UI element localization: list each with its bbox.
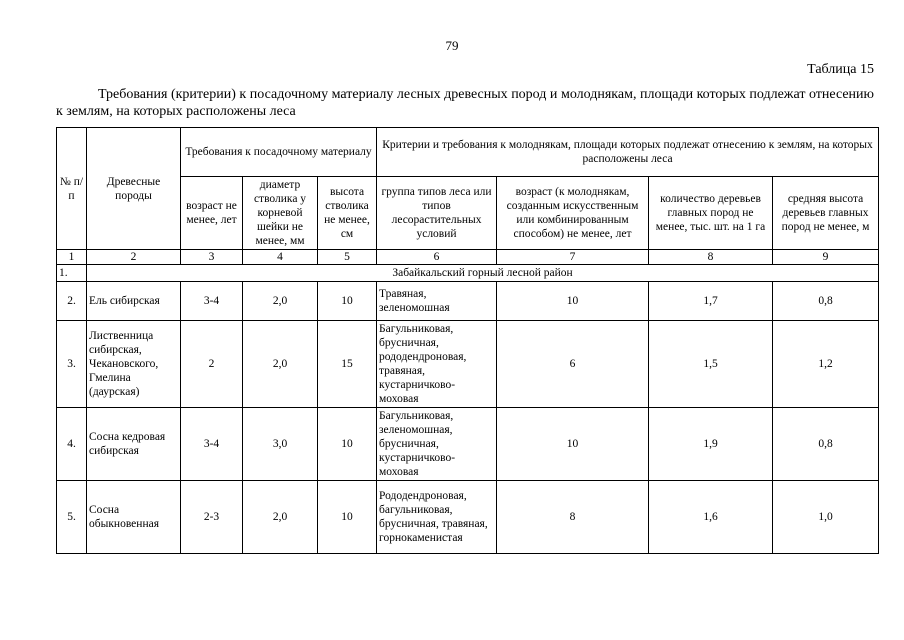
diameter-cell: 2,0 <box>243 481 318 554</box>
header-number: № п/п <box>57 128 87 250</box>
header-planting-material: Требования к посадочному материалу <box>181 128 377 177</box>
species-cell: Лиственница сибирская, Чекановского, Гмелина (даурская) <box>87 321 181 408</box>
age-cell: 3-4 <box>181 282 243 321</box>
age-cell: 2-3 <box>181 481 243 554</box>
document-title: Требования (критерии) к посадочному материалу лесных древесных пород и молоднякам, площади которых подлежат отнесению к землям, на которых расположены леса <box>56 87 874 119</box>
height-cell: 15 <box>318 321 377 408</box>
header-young-stands: Критерии и требования к молоднякам, площади которых подлежат отнесению к землям, на которых расположены леса <box>377 128 879 177</box>
tree-count-cell: 1,5 <box>649 321 773 408</box>
row-number: 2. <box>57 282 87 321</box>
header-young-age: возраст (к молоднякам, созданным искусственным или комбинированным способом) не менее, лет <box>497 177 649 250</box>
column-number: 8 <box>649 250 773 265</box>
height-cell: 10 <box>318 481 377 554</box>
requirements-table <box>56 127 879 554</box>
column-number: 9 <box>773 250 879 265</box>
column-numbers-row <box>57 250 879 265</box>
header-height: высота стволика не менее, см <box>318 177 377 250</box>
column-number: 6 <box>377 250 497 265</box>
species-cell: Сосна кедровая сибирская <box>87 408 181 481</box>
avg-height-cell: 0,8 <box>773 408 879 481</box>
column-number: 7 <box>497 250 649 265</box>
row-number: 1. <box>57 265 87 282</box>
row-number: 4. <box>57 408 87 481</box>
young-age-cell: 8 <box>497 481 649 554</box>
forest-type-cell: Багульниковая, брусничная, рододендроновая, травяная, кустарничково-моховая <box>377 321 497 408</box>
region-name: Забайкальский горный лесной район <box>87 265 879 282</box>
species-cell: Сосна обыкновенная <box>87 481 181 554</box>
column-number: 5 <box>318 250 377 265</box>
height-cell: 10 <box>318 408 377 481</box>
young-age-cell: 10 <box>497 282 649 321</box>
young-age-cell: 6 <box>497 321 649 408</box>
column-number: 1 <box>57 250 87 265</box>
page-number: 79 <box>445 38 459 53</box>
header-diameter: диаметр стволика у корневой шейки не менее, мм <box>243 177 318 250</box>
header-row-subcolumns <box>57 177 879 250</box>
avg-height-cell: 1,0 <box>773 481 879 554</box>
tree-count-cell: 1,6 <box>649 481 773 554</box>
row-number: 3. <box>57 321 87 408</box>
forest-type-cell: Травяная, зеленомошная <box>377 282 497 321</box>
row-number: 5. <box>57 481 87 554</box>
header-age: возраст не менее, лет <box>181 177 243 250</box>
column-number: 3 <box>181 250 243 265</box>
forest-type-cell: Багульниковая, зеленомошная, брусничная, кустарничково-моховая <box>377 408 497 481</box>
diameter-cell: 2,0 <box>243 282 318 321</box>
forest-type-cell: Рододендроновая, багульниковая, брусничная, травяная, горнокаменистая <box>377 481 497 554</box>
age-cell: 3-4 <box>181 408 243 481</box>
avg-height-cell: 0,8 <box>773 282 879 321</box>
region-row <box>57 265 879 282</box>
height-cell: 10 <box>318 282 377 321</box>
header-row-groups <box>57 128 879 177</box>
age-cell: 2 <box>181 321 243 408</box>
header-forest-type: группа типов леса или типов лесорастительных условий <box>377 177 497 250</box>
column-number: 4 <box>243 250 318 265</box>
avg-height-cell: 1,2 <box>773 321 879 408</box>
header-species: Древесные породы <box>87 128 181 250</box>
tree-count-cell: 1,7 <box>649 282 773 321</box>
young-age-cell: 10 <box>497 408 649 481</box>
table-label: Таблица 15 <box>807 62 874 77</box>
column-number: 2 <box>87 250 181 265</box>
header-tree-count: количество деревьев главных пород не менее, тыс. шт. на 1 га <box>649 177 773 250</box>
header-avg-height: средняя высота деревьев главных пород не менее, м <box>773 177 879 250</box>
tree-count-cell: 1,9 <box>649 408 773 481</box>
diameter-cell: 2,0 <box>243 321 318 408</box>
species-cell: Ель сибирская <box>87 282 181 321</box>
table-row <box>57 321 879 408</box>
table-row <box>57 481 879 554</box>
table-row <box>57 408 879 481</box>
diameter-cell: 3,0 <box>243 408 318 481</box>
table-row <box>57 282 879 321</box>
